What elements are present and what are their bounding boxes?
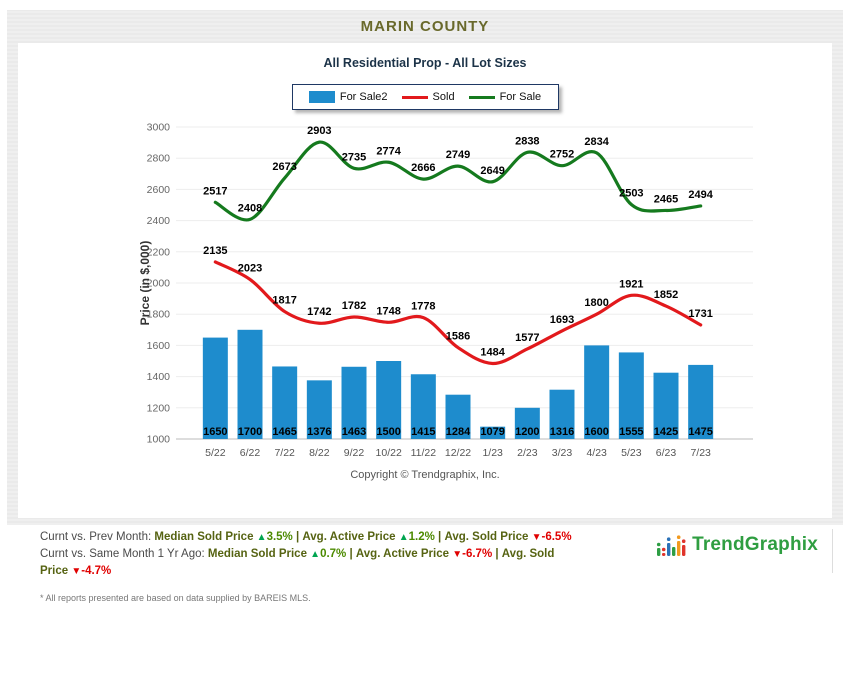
svg-text:3000: 3000 <box>146 121 170 134</box>
svg-text:2000: 2000 <box>146 277 170 290</box>
svg-text:1817: 1817 <box>272 294 297 307</box>
svg-text:1577: 1577 <box>515 331 540 344</box>
svg-text:6/22: 6/22 <box>239 447 261 459</box>
legend-item-for-sale2[interactable] <box>309 91 388 103</box>
svg-text:1693: 1693 <box>549 313 575 326</box>
stat-label: Avg. Sold Price <box>40 548 555 577</box>
mls-disclaimer: * All reports presented are based on data supplied by BAREIS MLS. <box>40 593 311 603</box>
stats-separator: | <box>438 531 442 543</box>
svg-text:1/23: 1/23 <box>482 447 503 459</box>
svg-text:2649: 2649 <box>480 164 505 177</box>
stat-value: 1.2% <box>408 531 435 543</box>
trendgraphix-logo <box>656 529 833 573</box>
svg-text:1400: 1400 <box>146 371 170 384</box>
stats-prefix: Curnt vs. Prev Month: <box>40 531 155 543</box>
svg-text:7/23: 7/23 <box>690 447 711 459</box>
stat-value: 0.7% <box>320 548 347 560</box>
footer <box>0 529 850 580</box>
stat-label: Avg. Active Price <box>302 531 399 543</box>
stat-value: -6.5% <box>541 531 572 543</box>
svg-text:2673: 2673 <box>272 161 297 174</box>
svg-text:1484: 1484 <box>480 346 505 359</box>
svg-text:2494: 2494 <box>688 188 713 201</box>
stats-separator: | <box>495 548 499 560</box>
svg-text:7/22: 7/22 <box>274 447 295 459</box>
down-triangle-icon: ▼ <box>452 549 463 560</box>
svg-text:1600: 1600 <box>584 426 609 438</box>
chart-subtitle: All Residential Prop - All Lot Sizes <box>323 56 527 70</box>
svg-text:2838: 2838 <box>515 135 540 148</box>
svg-text:2774: 2774 <box>376 145 401 158</box>
stats-row <box>40 529 585 546</box>
stat-value: -6.7% <box>462 548 493 560</box>
svg-text:2735: 2735 <box>341 151 367 164</box>
logo-bars-icon <box>656 531 686 559</box>
chart-panel <box>18 43 832 518</box>
down-triangle-icon: ▼ <box>71 566 82 577</box>
report-header <box>7 10 843 43</box>
svg-text:1600: 1600 <box>146 339 170 352</box>
svg-text:2503: 2503 <box>619 187 644 200</box>
svg-text:2408: 2408 <box>237 202 263 215</box>
svg-text:2800: 2800 <box>146 152 170 165</box>
svg-text:1284: 1284 <box>445 426 471 438</box>
legend-label: For Sale2 <box>339 91 388 103</box>
svg-text:2023: 2023 <box>237 262 263 275</box>
stats-separator: | <box>295 531 300 543</box>
svg-text:2834: 2834 <box>584 135 609 148</box>
stat-value: -4.7% <box>81 565 112 577</box>
svg-text:1921: 1921 <box>619 278 644 291</box>
svg-text:1555: 1555 <box>619 426 644 438</box>
svg-text:1650: 1650 <box>203 426 228 438</box>
up-triangle-icon: ▲ <box>256 532 267 543</box>
legend-item-sold[interactable] <box>402 91 455 103</box>
svg-text:1465: 1465 <box>272 426 297 438</box>
legend-item-for-sale[interactable] <box>469 91 542 103</box>
svg-text:1852: 1852 <box>653 289 679 302</box>
svg-text:Price (in $,000): Price (in $,000) <box>138 240 152 326</box>
svg-text:8/22: 8/22 <box>309 447 330 459</box>
svg-text:2200: 2200 <box>146 246 170 259</box>
svg-text:2903: 2903 <box>307 125 332 138</box>
svg-text:1778: 1778 <box>411 300 436 313</box>
svg-text:2517: 2517 <box>203 185 228 198</box>
svg-text:10/22: 10/22 <box>375 447 402 459</box>
svg-text:2666: 2666 <box>411 162 436 175</box>
up-triangle-icon: ▲ <box>398 532 409 543</box>
svg-text:2465: 2465 <box>653 193 679 206</box>
logo-text: TrendGraphix <box>692 534 818 555</box>
svg-text:1800: 1800 <box>146 308 170 321</box>
svg-text:1000: 1000 <box>146 433 170 446</box>
svg-text:1586: 1586 <box>445 330 471 343</box>
svg-text:1500: 1500 <box>376 426 401 438</box>
svg-text:2400: 2400 <box>146 215 170 228</box>
svg-text:1200: 1200 <box>515 426 540 438</box>
svg-text:2600: 2600 <box>146 183 170 196</box>
svg-text:2/23: 2/23 <box>517 447 538 459</box>
svg-text:9/22: 9/22 <box>343 447 365 459</box>
stat-label: Median Sold Price <box>207 548 311 560</box>
svg-text:5/22: 5/22 <box>205 447 226 459</box>
copyright-line: Copyright © Trendgraphix, Inc. <box>350 469 500 481</box>
chart-legend <box>292 84 559 110</box>
stat-label: Avg. Sold Price <box>444 531 532 543</box>
svg-text:1782: 1782 <box>341 300 367 313</box>
stat-label: Avg. Active Price <box>355 548 453 560</box>
svg-text:2749: 2749 <box>445 149 471 162</box>
svg-text:1475: 1475 <box>688 426 713 438</box>
svg-text:1700: 1700 <box>237 426 263 438</box>
svg-text:1079: 1079 <box>480 426 505 438</box>
svg-text:1200: 1200 <box>146 402 170 415</box>
svg-text:1748: 1748 <box>376 305 401 318</box>
stats-prefix: Curnt vs. Same Month 1 Yr Ago: <box>40 548 208 560</box>
legend-label: Sold <box>432 91 455 103</box>
stats-row <box>40 546 585 580</box>
svg-text:1425: 1425 <box>653 426 679 438</box>
svg-text:11/22: 11/22 <box>410 447 437 459</box>
page-title: MARIN COUNTY <box>360 18 490 35</box>
stat-value: 3.5% <box>266 531 293 543</box>
stat-label: Median Sold Price <box>154 531 257 543</box>
svg-text:6/23: 6/23 <box>655 447 677 459</box>
svg-text:1800: 1800 <box>584 297 609 310</box>
up-triangle-icon: ▲ <box>310 549 321 560</box>
svg-text:1742: 1742 <box>307 306 332 319</box>
stats-summary <box>0 529 585 580</box>
svg-text:2135: 2135 <box>203 244 228 257</box>
green-line-swatch-icon <box>469 96 495 99</box>
svg-text:1316: 1316 <box>549 426 575 438</box>
svg-text:3/23: 3/23 <box>551 447 573 459</box>
svg-text:1463: 1463 <box>341 426 367 438</box>
combo-chart <box>18 115 832 467</box>
stats-separator: | <box>349 548 353 560</box>
svg-text:5/23: 5/23 <box>621 447 642 459</box>
svg-text:1415: 1415 <box>411 426 436 438</box>
bar-swatch-icon <box>309 91 335 103</box>
svg-text:2752: 2752 <box>549 148 575 161</box>
svg-text:4/23: 4/23 <box>586 447 607 459</box>
legend-label: For Sale <box>499 91 542 103</box>
svg-text:1731: 1731 <box>688 307 713 320</box>
svg-text:12/22: 12/22 <box>444 447 472 459</box>
red-line-swatch-icon <box>402 96 428 99</box>
report-frame <box>7 10 843 525</box>
svg-text:1376: 1376 <box>307 426 332 438</box>
down-triangle-icon: ▼ <box>531 532 542 543</box>
